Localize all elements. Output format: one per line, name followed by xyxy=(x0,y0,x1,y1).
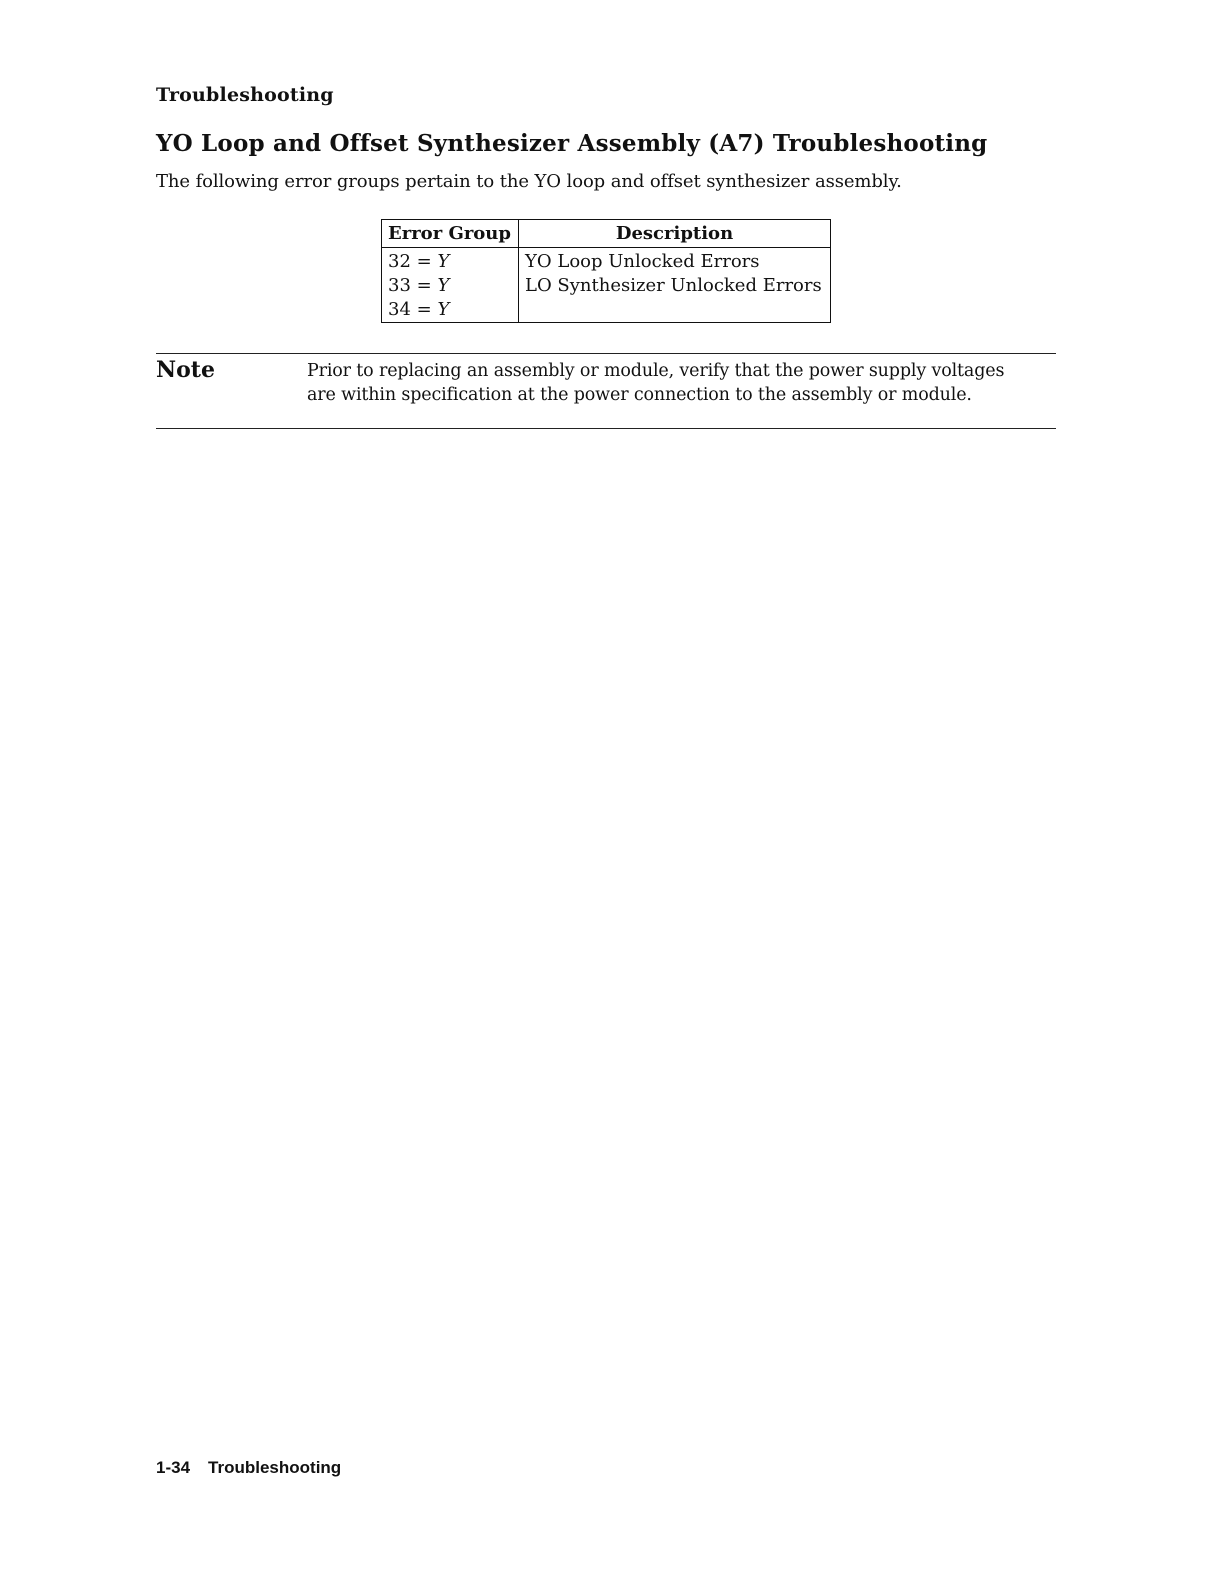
note-label: Note xyxy=(156,357,215,383)
intro-paragraph: The following error groups pertain to the YO loop and offset synthesizer assembly. xyxy=(156,171,902,192)
note-bottom-rule xyxy=(156,428,1056,429)
error-group-number: 34 = xyxy=(388,299,432,320)
table-row xyxy=(382,248,831,323)
section-title: YO Loop and Offset Synthesizer Assembly (A7) Troubleshooting xyxy=(156,130,988,157)
page-number: 1-34 xyxy=(156,1458,191,1477)
column-header-error-group: Error Group xyxy=(382,220,519,248)
table-header-row xyxy=(382,220,831,248)
note-text xyxy=(307,359,1059,407)
error-group-number: 33 = xyxy=(388,275,432,296)
footer-section-title: Troubleshooting xyxy=(208,1458,342,1477)
error-group-number: 32 = xyxy=(388,251,432,272)
error-group-34 xyxy=(388,298,512,322)
error-group-value: Y xyxy=(437,251,450,272)
page-footer xyxy=(156,1458,341,1478)
error-group-33 xyxy=(388,274,512,298)
description-cell xyxy=(519,248,831,323)
description-32: YO Loop Unlocked Errors xyxy=(525,251,760,272)
error-group-table xyxy=(381,219,831,323)
description-33: LO Synthesizer Unlocked Errors xyxy=(525,275,822,296)
description-34 xyxy=(525,298,824,322)
error-group-value: Y xyxy=(437,299,450,320)
running-head: Troubleshooting xyxy=(156,84,334,106)
error-group-value: Y xyxy=(437,275,450,296)
column-header-description: Description xyxy=(519,220,831,248)
note-line-1: Prior to replacing an assembly or module, verify that the power supply voltages xyxy=(307,361,1005,381)
note-line-2: are within specification at the power connection to the assembly or module. xyxy=(307,385,972,405)
error-group-32 xyxy=(388,250,512,274)
note-top-rule xyxy=(156,353,1056,354)
error-group-cell xyxy=(382,248,519,323)
